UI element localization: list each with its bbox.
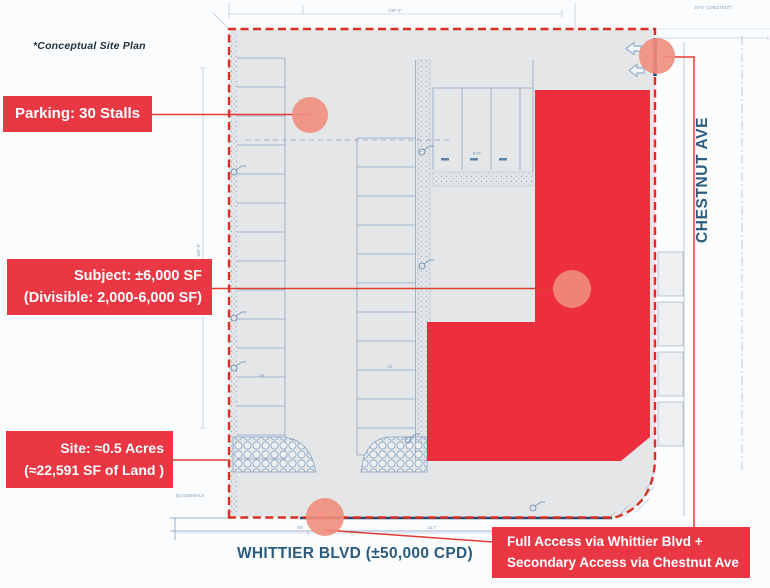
site-callout-line1: Site: ≈0.5 Acres [60, 439, 164, 456]
whittier-blvd-label: WHITTIER BLVD (±50,000 CPD) [237, 545, 473, 562]
site-callout-line2: (≈22,591 SF of Land ) [24, 461, 164, 478]
subject-callout [7, 259, 212, 315]
subject-callout-line1: Subject: ±6,000 SF [73, 267, 202, 284]
chestnut-access-marker-circle [639, 38, 675, 74]
whittier-access-marker-circle [306, 498, 344, 536]
chestnut-street-parking [658, 252, 683, 446]
subject-marker-circle [553, 270, 591, 308]
chestnut-ave-label: CHESTNUT AVE [694, 116, 711, 244]
access-callout-line2: Secondary Access via Chestnut Ave [507, 554, 739, 570]
dim-bottom-b: 317' [427, 525, 437, 530]
subject-callout-line2: (Divisible: 2,000-6,000 SF) [23, 290, 202, 306]
dim-stall-b: 18' [387, 364, 393, 369]
dim-stall-c: 9'-0" [472, 151, 482, 156]
conceptual-note: *Conceptual Site Plan [33, 40, 146, 52]
dim-bottom-a: 50' [297, 525, 303, 530]
access-callout [492, 527, 750, 578]
dim-left: 162'-6" [196, 243, 201, 257]
access-callout-line1: Full Access via Whittier Blvd + [507, 533, 703, 549]
dim-top-right: 34'-0" (CHESTNUT) [694, 5, 732, 10]
dim-stall-a: 28' [259, 373, 265, 378]
site-callout [6, 431, 173, 488]
sidewalk-note: (E) SIDEWALK [176, 493, 205, 498]
parking-callout [3, 96, 152, 132]
dim-top: 135'-0" [388, 8, 402, 13]
walkway-hatch-top [433, 172, 533, 186]
whittier-access-leader-line [324, 530, 493, 542]
parking-marker-circle [292, 97, 328, 133]
parking-callout-label: Parking: 30 Stalls [14, 105, 141, 123]
